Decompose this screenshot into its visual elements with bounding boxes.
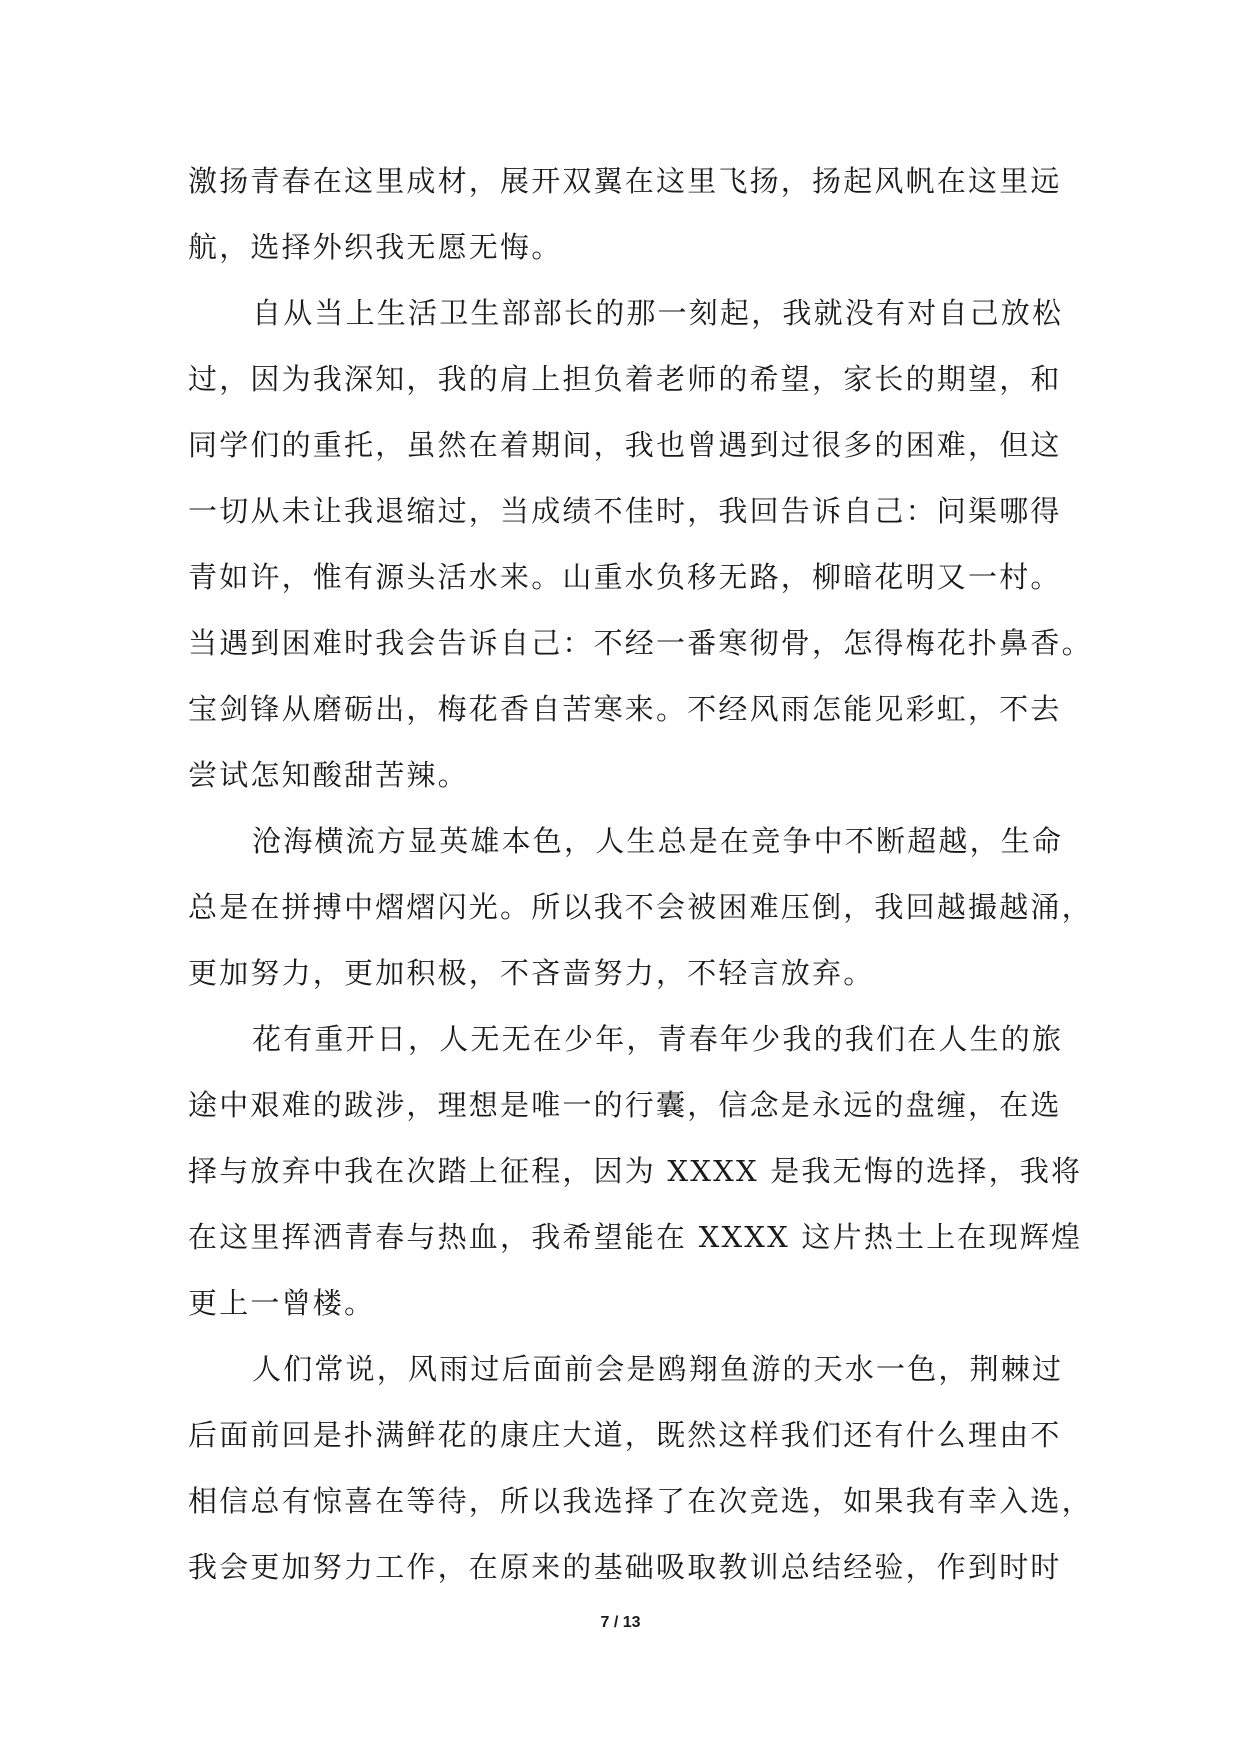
paragraph-start-line: 人们常说，风雨过后面前会是鸥翔鱼游的天水一色，荆棘过 (252, 1352, 1064, 1386)
text-line: 择与放弃中我在次踏上征程，因为 XXXX 是我无悔的选择，我将 (188, 1154, 1083, 1188)
text-line: 一切从未让我退缩过，当成绩不佳时，我回告诉自己：问渠哪得 (188, 494, 1062, 528)
text-line: 后面前回是扑满鲜花的康庄大道，既然这样我们还有什么理由不 (188, 1418, 1062, 1452)
paragraph-start-line: 沧海横流方显英雄本色，人生总是在竞争中不断超越，生命 (252, 824, 1064, 858)
paragraph-start-line: 自从当上生活卫生部部长的那一刻起，我就没有对自己放松 (252, 296, 1064, 330)
text-line: 途中艰难的跋涉，理想是唯一的行囊，信念是永远的盘缠，在选 (188, 1088, 1062, 1122)
text-line: 我会更加努力工作，在原来的基础吸取教训总结经验，作到时时 (188, 1550, 1062, 1584)
text-line: 更上一曾楼。 (188, 1286, 376, 1320)
text-line: 航，选择外织我无愿无悔。 (188, 230, 563, 264)
text-line: 青如许，惟有源头活水来。山重水负移无路，柳暗花明又一村。 (188, 560, 1062, 594)
text-line: 总是在拼搏中熠熠闪光。所以我不会被困难压倒，我回越撮越涌， (188, 890, 1093, 924)
text-line: 宝剑锋从磨砺出，梅花香自苦寒来。不经风雨怎能见彩虹，不去 (188, 692, 1062, 726)
text-line: 更加努力，更加积极，不吝啬努力，不轻言放弃。 (188, 956, 875, 990)
text-line: 尝试怎知酸甜苦辣。 (188, 758, 469, 792)
paragraph-start-line: 花有重开日，人无无在少年，青春年少我的我们在人生的旅 (252, 1022, 1064, 1056)
page-number: 7 / 13 (600, 1614, 641, 1631)
document-body (188, 148, 1093, 1600)
text-line: 同学们的重托，虽然在着期间，我也曾遇到过很多的困难，但这 (188, 428, 1062, 462)
text-line: 当遇到困难时我会告诉自己：不经一番寒彻骨，怎得梅花扑鼻香。 (188, 626, 1093, 660)
text-line: 相信总有惊喜在等待，所以我选择了在次竞选，如果我有幸入选， (188, 1484, 1093, 1518)
text-line: 过，因为我深知，我的肩上担负着老师的希望，家长的期望，和 (188, 362, 1062, 396)
text-line: 在这里挥洒青春与热血，我希望能在 XXXX 这片热土上在现辉煌 (188, 1220, 1083, 1254)
text-line: 激扬青春在这里成材，展开双翼在这里飞扬，扬起风帆在这里远 (188, 164, 1062, 198)
